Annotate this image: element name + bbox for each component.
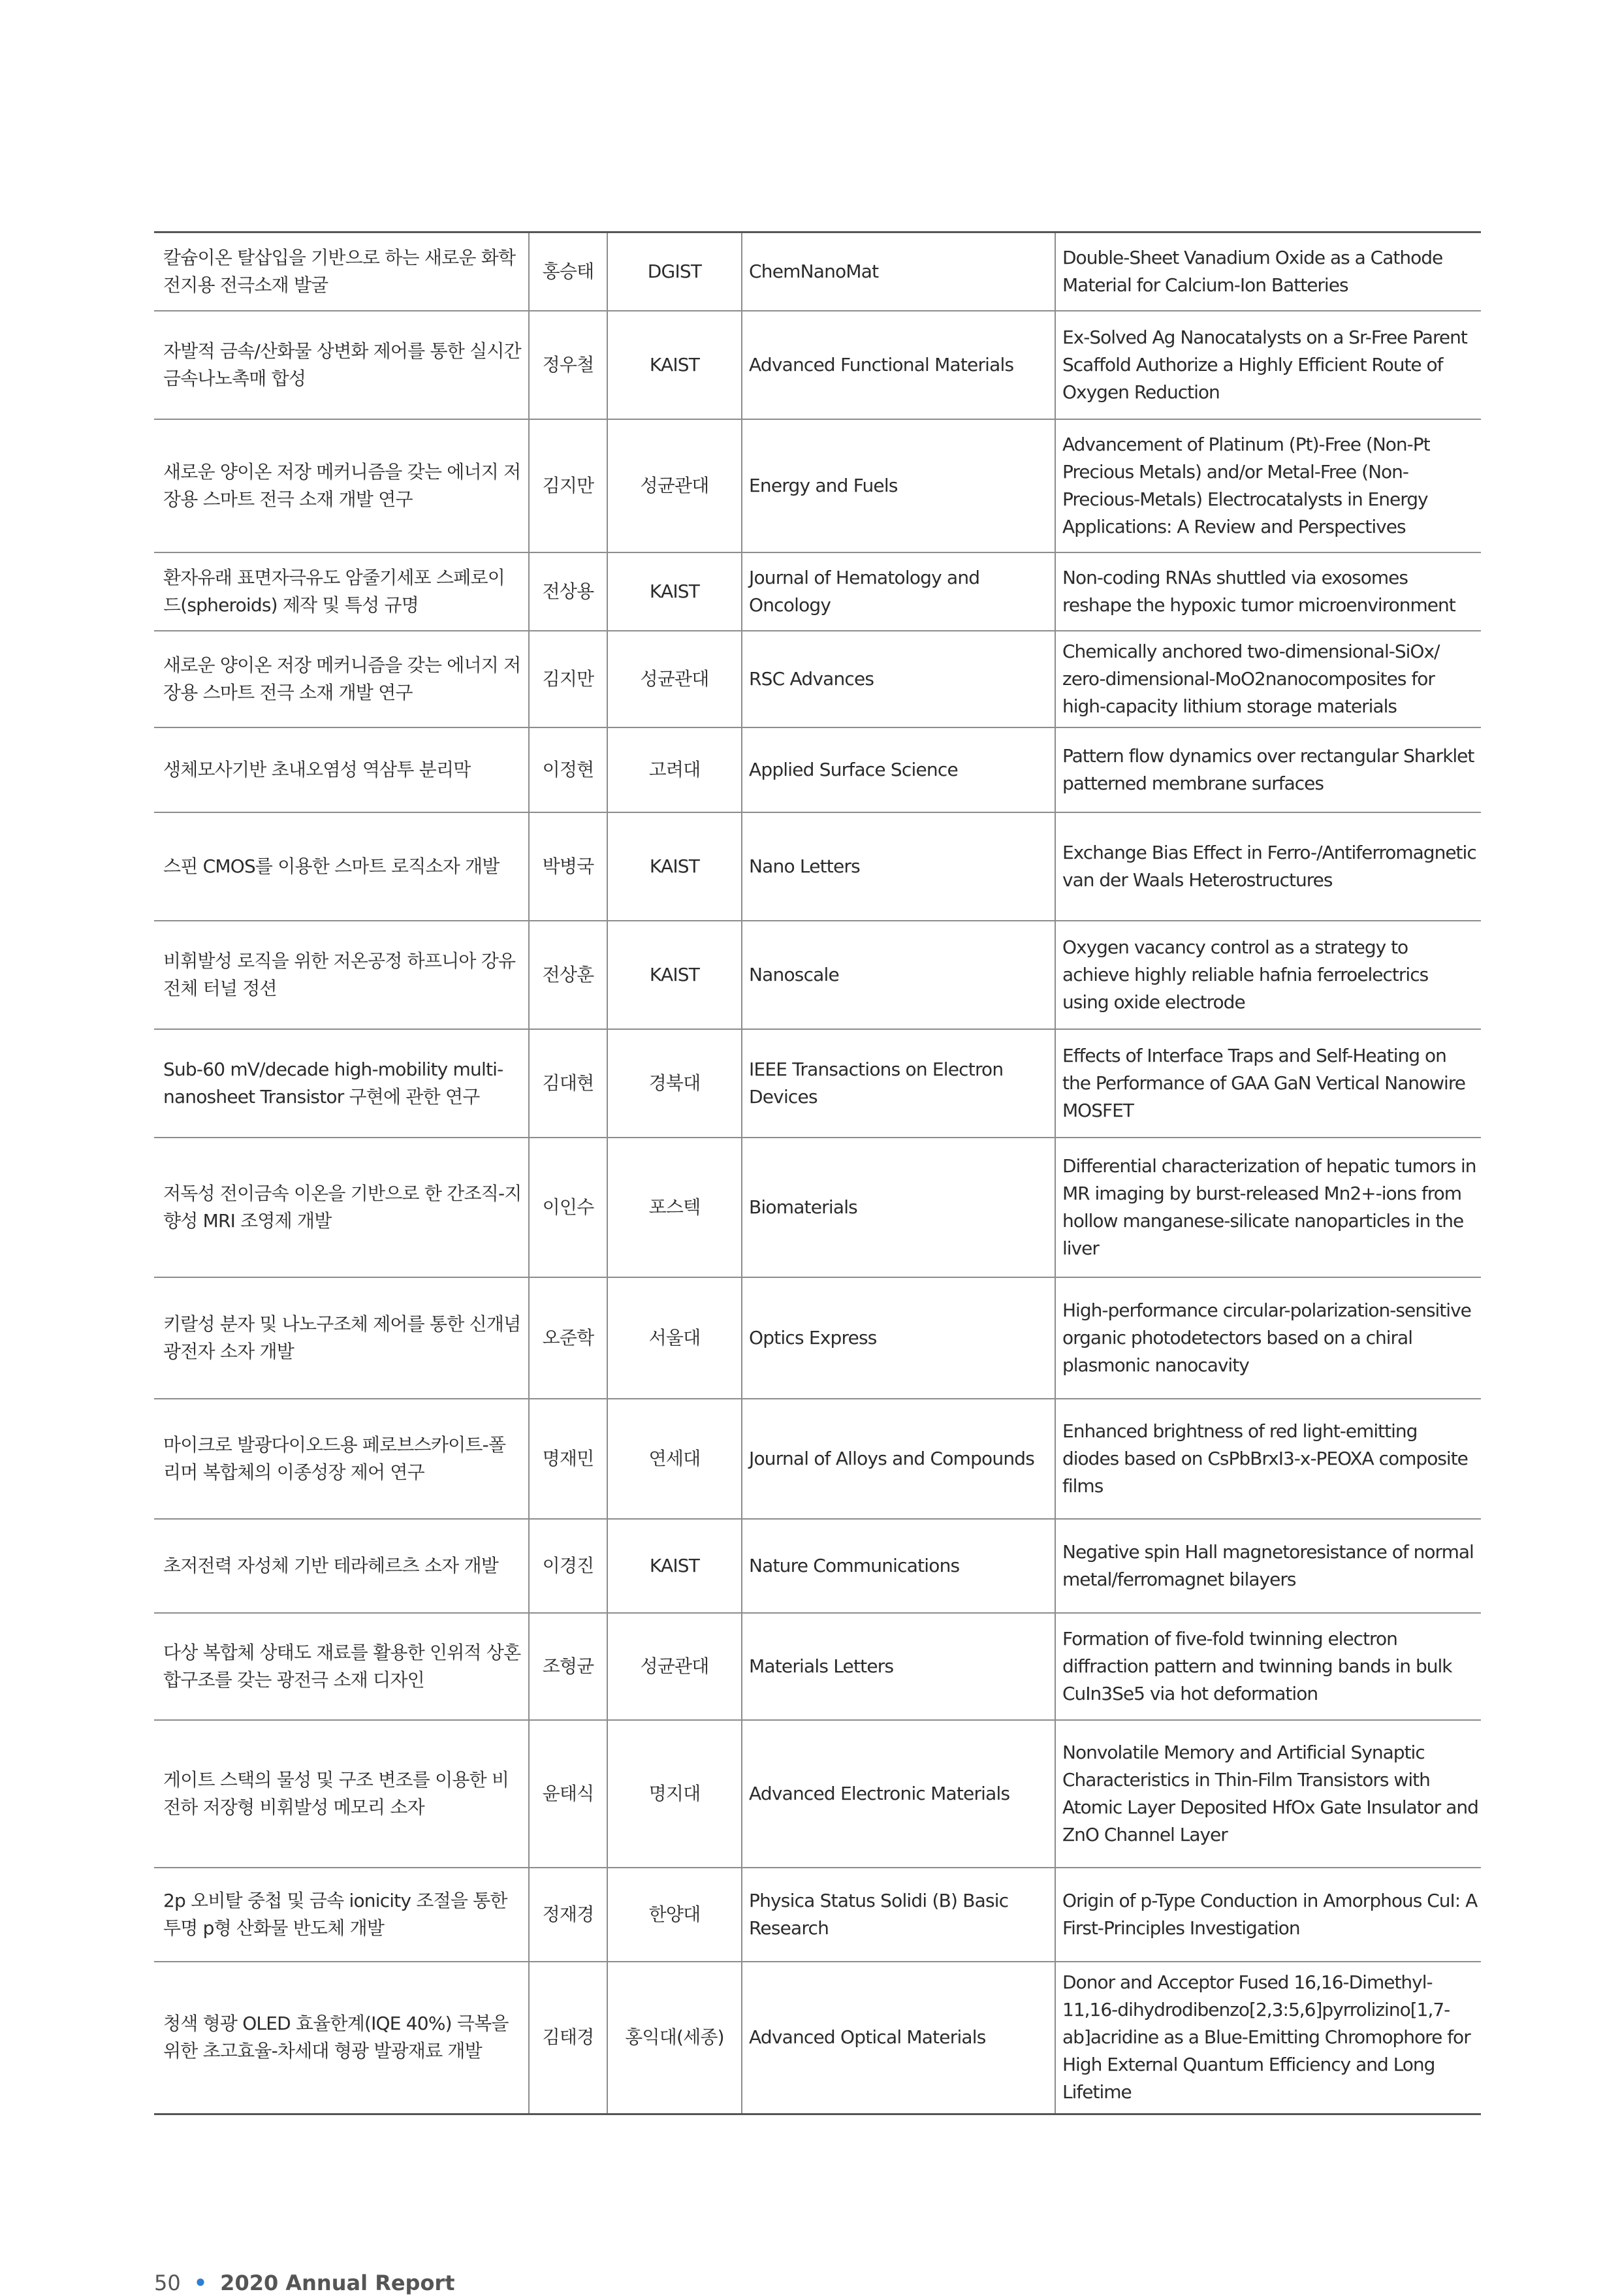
research-title-cell: 칼슘이온 탈삽입을 기반으로 하는 새로운 화학 전지용 전극소재 발굴 (154, 232, 529, 311)
paper-title-cell: Differential characterization of hepatic tumors in MR imaging by burst-released Mn2+-ions from hollow manganese-silicate nanoparticles in the liver (1055, 1138, 1481, 1277)
research-title-cell: 게이트 스택의 물성 및 구조 변조를 이용한 비전하 저장형 비휘발성 메모리 소자 (154, 1720, 529, 1868)
research-title-cell: 새로운 양이온 저장 메커니즘을 갖는 에너지 저장용 스마트 전극 소재 개발 연구 (154, 419, 529, 552)
institution-cell: KAIST (607, 921, 742, 1029)
research-title-cell: 청색 형광 OLED 효율한계(IQE 40%) 극복을 위한 초고효율-차세대 형광 발광재료 개발 (154, 1962, 529, 2114)
institution-cell: 성균관대 (607, 631, 742, 727)
researcher-name-cell: 이경진 (529, 1519, 607, 1613)
research-title-cell: 마이크로 발광다이오드용 페로브스카이트-폴리머 복합체의 이종성장 제어 연구 (154, 1399, 529, 1519)
journal-cell: Journal of Hematology and Oncology (742, 552, 1055, 631)
researcher-name-cell: 김태경 (529, 1962, 607, 2114)
paper-title-cell: Double-Sheet Vanadium Oxide as a Cathode Material for Calcium-Ion Batteries (1055, 232, 1481, 311)
journal-cell: Advanced Optical Materials (742, 1962, 1055, 2114)
journal-cell: Optics Express (742, 1277, 1055, 1399)
researcher-name-cell: 전상용 (529, 552, 607, 631)
research-title-cell: Sub-60 mV/decade high-mobility multi-nanosheet Transistor 구현에 관한 연구 (154, 1029, 529, 1138)
table-row (154, 1962, 1481, 2114)
table-row (154, 631, 1481, 727)
table-row (154, 1029, 1481, 1138)
researcher-name-cell: 정재경 (529, 1868, 607, 1962)
institution-cell: 연세대 (607, 1399, 742, 1519)
research-title-cell: 자발적 금속/산화물 상변화 제어를 통한 실시간 금속나노촉매 합성 (154, 311, 529, 419)
page-footer (154, 2270, 455, 2296)
journal-cell: Nature Communications (742, 1519, 1055, 1613)
researcher-name-cell: 정우철 (529, 311, 607, 419)
paper-title-cell: Negative spin Hall magnetoresistance of normal metal/ferromagnet bilayers (1055, 1519, 1481, 1613)
paper-title-cell: Nonvolatile Memory and Artificial Synaptic Characteristics in Thin-Film Transistors with Atomic Layer Deposited HfOx Gate Insulator and ZnO Channel Layer (1055, 1720, 1481, 1868)
paper-title-cell: Advancement of Platinum (Pt)-Free (Non-Pt Precious Metals) and/or Metal-Free (Non-Precious-Metals) Electrocatalysts in Energy Applications: A Review and Perspectives (1055, 419, 1481, 552)
institution-cell: DGIST (607, 232, 742, 311)
researcher-name-cell: 이인수 (529, 1138, 607, 1277)
researcher-name-cell: 김지만 (529, 631, 607, 727)
table-row (154, 311, 1481, 419)
journal-cell: Applied Surface Science (742, 727, 1055, 812)
journal-cell: Biomaterials (742, 1138, 1055, 1277)
table-row (154, 232, 1481, 311)
journal-cell: Nanoscale (742, 921, 1055, 1029)
researcher-name-cell: 전상훈 (529, 921, 607, 1029)
page-number: 50 (154, 2271, 181, 2295)
research-title-cell: 스핀 CMOS를 이용한 스마트 로직소자 개발 (154, 812, 529, 921)
researcher-name-cell: 김지만 (529, 419, 607, 552)
institution-cell: 서울대 (607, 1277, 742, 1399)
institution-cell: 성균관대 (607, 1613, 742, 1720)
table-row (154, 1613, 1481, 1720)
table-row (154, 1138, 1481, 1277)
paper-title-cell: Enhanced brightness of red light-emitting diodes based on CsPbBrxI3-x-PEOXA composite films (1055, 1399, 1481, 1519)
journal-cell: Energy and Fuels (742, 419, 1055, 552)
institution-cell: KAIST (607, 1519, 742, 1613)
paper-title-cell: Formation of five-fold twinning electron diffraction pattern and twinning bands in bulk CuIn3Se5 via hot deformation (1055, 1613, 1481, 1720)
journal-cell: ChemNanoMat (742, 232, 1055, 311)
footer-bullet: • (193, 2271, 208, 2295)
institution-cell: 홍익대(세종) (607, 1962, 742, 2114)
research-title-cell: 생체모사기반 초내오염성 역삼투 분리막 (154, 727, 529, 812)
table-row (154, 1720, 1481, 1868)
paper-title-cell: Oxygen vacancy control as a strategy to achieve highly reliable hafnia ferroelectrics using oxide electrode (1055, 921, 1481, 1029)
researcher-name-cell: 오준학 (529, 1277, 607, 1399)
research-table (154, 231, 1481, 2115)
researcher-name-cell: 조형균 (529, 1613, 607, 1720)
institution-cell: 한양대 (607, 1868, 742, 1962)
institution-cell: 명지대 (607, 1720, 742, 1868)
table-row (154, 1519, 1481, 1613)
table-row (154, 419, 1481, 552)
paper-title-cell: Non-coding RNAs shuttled via exosomes reshape the hypoxic tumor microenvironment (1055, 552, 1481, 631)
table-row (154, 1277, 1481, 1399)
journal-cell: IEEE Transactions on Electron Devices (742, 1029, 1055, 1138)
institution-cell: 포스텍 (607, 1138, 742, 1277)
journal-cell: Physica Status Solidi (B) Basic Research (742, 1868, 1055, 1962)
journal-cell: Advanced Electronic Materials (742, 1720, 1055, 1868)
research-title-cell: 비휘발성 로직을 위한 저온공정 하프니아 강유전체 터널 정션 (154, 921, 529, 1029)
table-row (154, 727, 1481, 812)
paper-title-cell: Donor and Acceptor Fused 16,16-Dimethyl-11,16-dihydrodibenzo[2,3:5,6]pyrrolizino[1,7-ab]acridine as a Blue-Emitting Chromophore for High External Quantum Efficiency and Long Lifetime (1055, 1962, 1481, 2114)
institution-cell: KAIST (607, 552, 742, 631)
paper-title-cell: Pattern flow dynamics over rectangular Sharklet patterned membrane surfaces (1055, 727, 1481, 812)
researcher-name-cell: 박병국 (529, 812, 607, 921)
researcher-name-cell: 윤태식 (529, 1720, 607, 1868)
journal-cell: Nano Letters (742, 812, 1055, 921)
institution-cell: KAIST (607, 812, 742, 921)
table-row (154, 1399, 1481, 1519)
research-title-cell: 새로운 양이온 저장 메커니즘을 갖는 에너지 저장용 스마트 전극 소재 개발 연구 (154, 631, 529, 727)
paper-title-cell: Ex-Solved Ag Nanocatalysts on a Sr-Free Parent Scaffold Authorize a Highly Efficient Route of Oxygen Reduction (1055, 311, 1481, 419)
researcher-name-cell: 홍승태 (529, 232, 607, 311)
paper-title-cell: Exchange Bias Effect in Ferro-/Antiferromagnetic van der Waals Heterostructures (1055, 812, 1481, 921)
research-title-cell: 2p 오비탈 중첩 및 금속 ionicity 조절을 통한 투명 p형 산화물 반도체 개발 (154, 1868, 529, 1962)
institution-cell: 고려대 (607, 727, 742, 812)
paper-title-cell: Origin of p-Type Conduction in Amorphous CuI: A First-Principles Investigation (1055, 1868, 1481, 1962)
research-title-cell: 초저전력 자성체 기반 테라헤르츠 소자 개발 (154, 1519, 529, 1613)
researcher-name-cell: 이정현 (529, 727, 607, 812)
researcher-name-cell: 김대현 (529, 1029, 607, 1138)
journal-cell: Materials Letters (742, 1613, 1055, 1720)
researcher-name-cell: 명재민 (529, 1399, 607, 1519)
research-title-cell: 저독성 전이금속 이온을 기반으로 한 간조직-지향성 MRI 조영제 개발 (154, 1138, 529, 1277)
research-title-cell: 환자유래 표면자극유도 암줄기세포 스페로이드(spheroids) 제작 및 특성 규명 (154, 552, 529, 631)
research-title-cell: 다상 복합체 상태도 재료를 활용한 인위적 상혼합구조를 갖는 광전극 소재 디자인 (154, 1613, 529, 1720)
report-title: 2020 Annual Report (220, 2271, 455, 2295)
institution-cell: KAIST (607, 311, 742, 419)
paper-title-cell: Effects of Interface Traps and Self-Heating on the Performance of GAA GaN Vertical Nanowire MOSFET (1055, 1029, 1481, 1138)
research-title-cell: 키랄성 분자 및 나노구조체 제어를 통한 신개념 광전자 소자 개발 (154, 1277, 529, 1399)
paper-title-cell: Chemically anchored two-dimensional-SiOx/ zero-dimensional-MoO2nanocomposites for high-capacity lithium storage materials (1055, 631, 1481, 727)
institution-cell: 성균관대 (607, 419, 742, 552)
journal-cell: Advanced Functional Materials (742, 311, 1055, 419)
table-row (154, 1868, 1481, 1962)
table-row (154, 812, 1481, 921)
table-row (154, 552, 1481, 631)
table-body (154, 232, 1481, 2114)
journal-cell: RSC Advances (742, 631, 1055, 727)
institution-cell: 경북대 (607, 1029, 742, 1138)
paper-title-cell: High-performance circular-polarization-sensitive organic photodetectors based on a chiral plasmonic nanocavity (1055, 1277, 1481, 1399)
journal-cell: Journal of Alloys and Compounds (742, 1399, 1055, 1519)
table-row (154, 921, 1481, 1029)
